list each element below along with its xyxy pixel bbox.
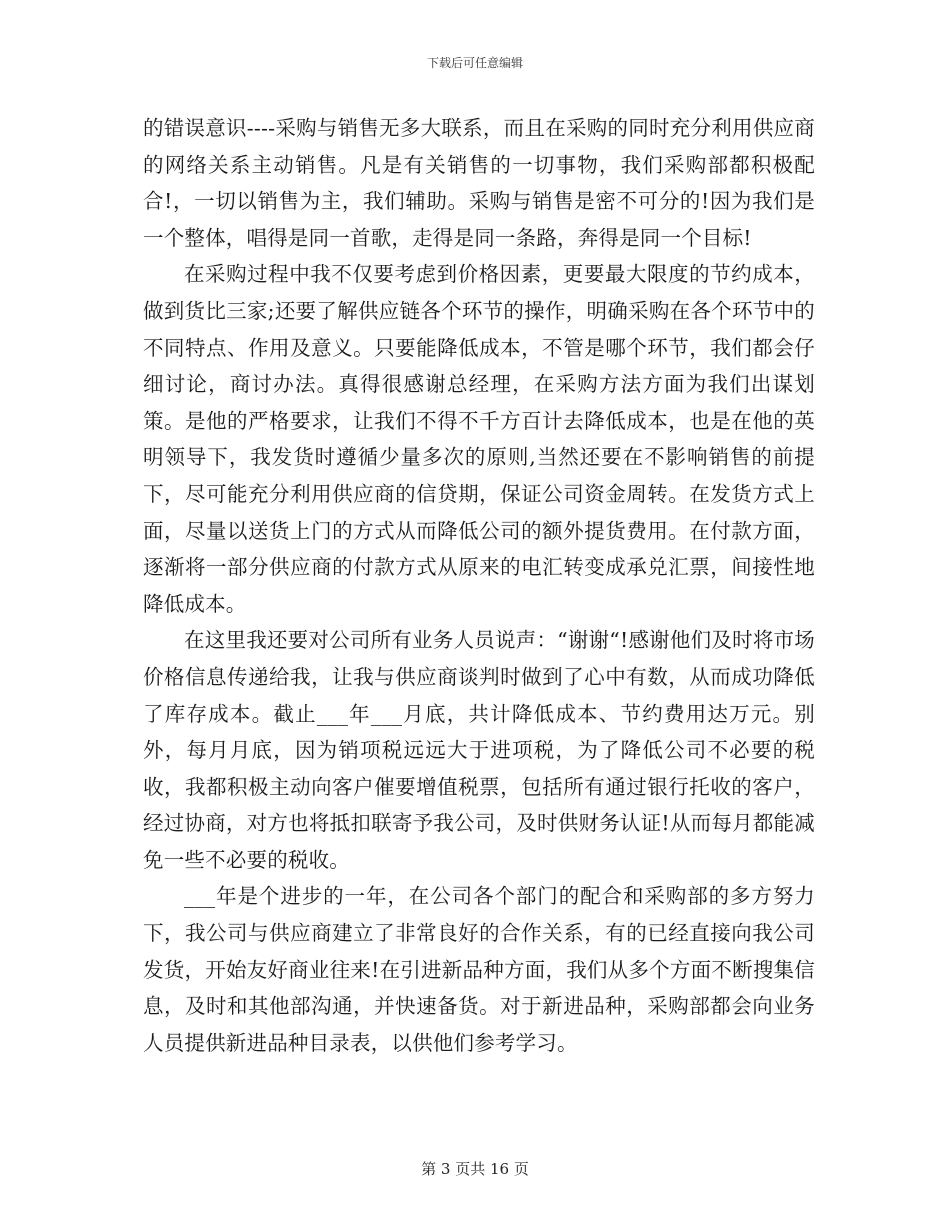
paragraph-3: 在这里我还要对公司所有业务人员说声：“谢谢“!感谢他们及时将市场价格信息传递给我，让我与供应商谈判时做到了心中有数，从而成功降低了库存成本。截止___年___月底，共计降低成本、节约费用达万元。别外，每月月底，因为销项税远远大于进项税，为了降低公司不必要的税收，我都积极主动向客户催要增值税票，包括所有通过银行托收的客户，经过协商，对方也将抵扣联寄予我公司，及时供财务认证!从而每月都能减免一些不必要的税收。 — [143, 628, 815, 872]
paragraph-1: 的错误意识----采购与销售无多大联系，而且在采购的同时充分利用供应商的网络关系主动销售。凡是有关销售的一切事物，我们采购部都积极配合!，一切以销售为主，我们辅助。采购与销售是密不可分的!因为我们是一个整体，唱得是同一首歌，走得是同一条路，奔得是同一个目标! — [143, 116, 815, 250]
page-number-footer: 第 3 页共 16 页 — [421, 1160, 529, 1178]
paragraph-2: 在采购过程中我不仅要考虑到价格因素，更要最大限度的节约成本，做到货比三家;还要了解供应链各个环节的操作，明确采购在各个环节中的不同特点、作用及意义。只要能降低成本，不管是哪个环节，我们都会仔细讨论，商讨办法。真得很感谢总经理，在采购方法方面为我们出谋划策。是他的严格要求，让我们不得不千方百计去降低成本，也是在他的英明领导下，我发货时遵循少量多次的原则,当然还要在不影响销售的前提下，尽可能充分利用供应商的信贷期，保证公司资金周转。在发货方式上面，尽量以送货上门的方式从而降低公司的额外提货费用。在付款方面，逐渐将一部分供应商的付款方式从原来的电汇转变成承兑汇票，间接性地降低成本。 — [143, 262, 815, 616]
page-header: 下载后可任意编辑 — [426, 56, 523, 70]
document-body — [143, 110, 815, 1061]
paragraph-4: ___年是个进步的一年，在公司各个部门的配合和采购部的多方努力下，我公司与供应商建立了非常良好的合作关系，有的已经直接向我公司发货，开始友好商业往来!在引进新品种方面，我们从多个方面不断搜集信息，及时和其他部沟通，并快速备货。对于新进品种，采购部都会向业务人员提供新进品种目录表，以供他们参考学习。 — [143, 884, 815, 1055]
